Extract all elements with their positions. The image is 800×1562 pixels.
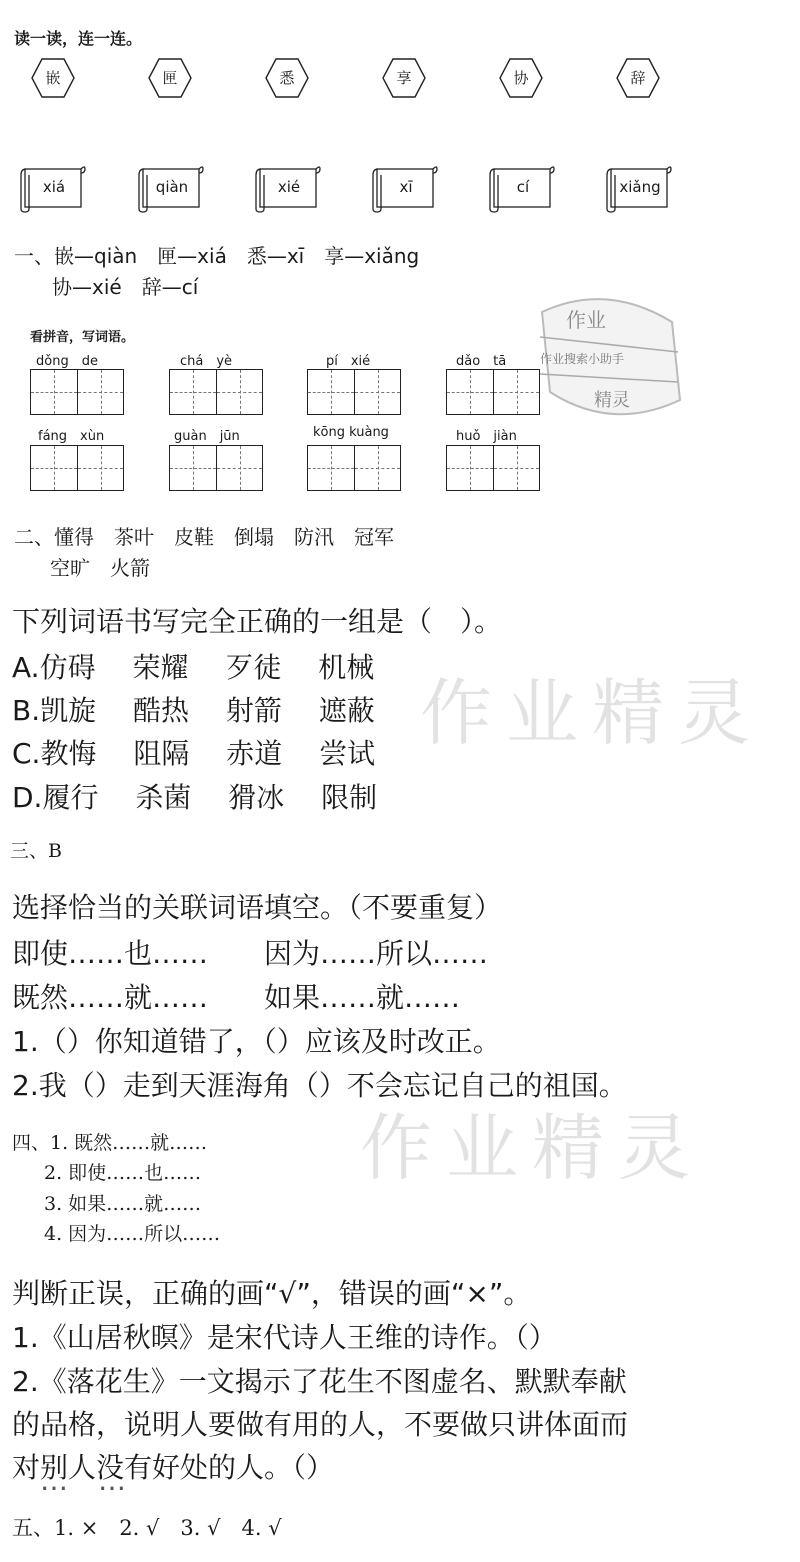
- writing-grid[interactable]: [30, 369, 124, 415]
- q4-answer-3: 3. 如果……就……: [44, 1193, 202, 1215]
- pinyin-label: dǒng de: [36, 354, 98, 369]
- q4-item-1: 1.（）你知道错了，（）应该及时改正。: [12, 1025, 501, 1058]
- q5-item-2-line3: 对别人没有好处的人。（）: [12, 1451, 335, 1484]
- q2-instruction: 看拼音，写词语。: [30, 330, 135, 345]
- hex-char-4: 享: [382, 58, 426, 98]
- pinyin-label: guàn jūn: [174, 429, 240, 444]
- pinyin-label: chá yè: [180, 354, 233, 369]
- cropped-text-fragment: [40, 1486, 680, 1498]
- writing-grid[interactable]: [30, 445, 124, 491]
- hex-char-row: [0, 58, 800, 102]
- q5-item-2-line2: 的品格，说明人要做有用的人，不要做只讲体面而: [12, 1408, 629, 1441]
- q1-answer-line2: 协—xié 辞—cí: [52, 275, 199, 299]
- watermark-2: 作业精灵: [360, 1106, 705, 1190]
- writing-grid[interactable]: [446, 445, 540, 491]
- q1-answer-line1: 一、嵌—qiàn 匣—xiá 悉—xī 享—xiǎng: [14, 244, 420, 268]
- q4-answer-2: 2. 即使……也……: [44, 1162, 202, 1184]
- q3-option-b: B.凯旋 酷热 射箭 遮蔽: [12, 694, 375, 727]
- pinyin-scroll-5: cí: [486, 163, 556, 213]
- q3-option-d: D.履行 杀菌 猾冰 限制: [12, 781, 378, 814]
- pinyin-label: kōng kuàng: [313, 425, 389, 440]
- pinyin-scroll-1: xiá: [17, 163, 87, 213]
- q4-item-2: 2.我（）走到天涯海角（）不会忘记自己的祖国。: [12, 1069, 627, 1102]
- writing-grid[interactable]: [169, 445, 263, 491]
- writing-grid[interactable]: [307, 369, 401, 415]
- pinyin-scroll-2: qiàn: [135, 163, 205, 213]
- stamp-logo: 作业 作业搜索小助手 精灵: [532, 282, 682, 432]
- q4-answer-1: 四、1. 既然……就……: [12, 1132, 208, 1154]
- pinyin-scroll-3: xié: [252, 163, 322, 213]
- q5-item-1: 1.《山居秋暝》是宋代诗人王维的诗作。（）: [12, 1321, 557, 1354]
- q4-pairs-line1: 即使……也…… 因为……所以……: [12, 937, 489, 970]
- q5-question: 判断正误，正确的画“√”，错误的画“×”。: [12, 1277, 532, 1310]
- pinyin-label: dǎo tā: [456, 354, 507, 369]
- q5-answer: 五、1. × 2. √ 3. √ 4. √: [12, 1516, 282, 1540]
- q2-answer-line2: 空旷 火箭: [50, 556, 150, 580]
- hex-char-3: 悉: [265, 58, 309, 98]
- q3-question: 下列词语书写完全正确的一组是（ ）。: [12, 605, 503, 638]
- q2-answer-line1: 二、懂得 茶叶 皮鞋 倒塌 防汛 冠军: [14, 525, 394, 549]
- q4-question: 选择恰当的关联词语填空。（不要重复）: [12, 891, 503, 924]
- q1-instruction: 读一读，连一连。: [14, 29, 143, 48]
- hex-char-2: 匣: [148, 58, 192, 98]
- writing-grid[interactable]: [169, 369, 263, 415]
- hex-char-5: 协: [499, 58, 543, 98]
- pinyin-label: pí xié: [326, 354, 371, 369]
- pinyin-label: fáng xùn: [38, 429, 105, 444]
- hex-char-6: 辞: [616, 58, 660, 98]
- q3-answer: 三、B: [10, 840, 62, 862]
- pinyin-scroll-4: xī: [369, 163, 439, 213]
- hex-char-1: 嵌: [31, 58, 75, 98]
- q5-item-2-line1: 2.《落花生》一文揭示了花生不图虚名、默默奉献: [12, 1365, 627, 1398]
- pinyin-label: huǒ jiàn: [456, 429, 517, 444]
- q3-option-c: C.教悔 阻隔 赤道 尝试: [12, 737, 376, 770]
- writing-grid[interactable]: [446, 369, 540, 415]
- writing-grid[interactable]: [307, 445, 401, 491]
- q3-option-a: A.仿碍 荣耀 歹徒 机械: [12, 651, 375, 684]
- q4-answer-4: 4. 因为……所以……: [44, 1223, 221, 1245]
- watermark-1: 作业精灵: [420, 671, 765, 755]
- q4-pairs-line2: 既然……就…… 如果……就……: [12, 981, 461, 1014]
- pinyin-scroll-6: xiǎng: [603, 163, 673, 213]
